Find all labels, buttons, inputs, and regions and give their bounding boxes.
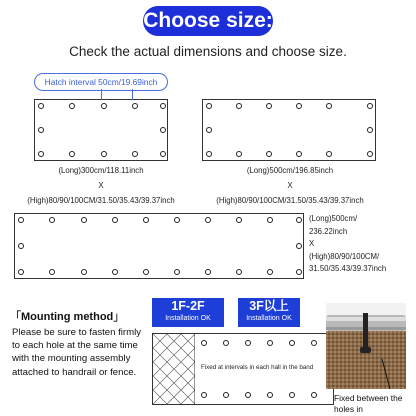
grommet-hole — [49, 269, 55, 275]
grommet-hole — [18, 217, 24, 223]
band-hole — [267, 340, 273, 346]
mounting-photo — [326, 303, 406, 389]
grommet-hole — [18, 243, 24, 249]
badge-1f-2f — [152, 298, 224, 327]
grommet-hole — [236, 269, 242, 275]
grommet-hole — [206, 103, 212, 109]
band-hole — [289, 340, 295, 346]
grommet-hole — [326, 151, 332, 157]
grommet-hole — [38, 103, 44, 109]
size-500-x: X — [287, 181, 293, 190]
size-300-long: (Long)300cm/118.11inch — [58, 166, 144, 175]
page-title: Choose size: — [143, 6, 273, 36]
band-hole — [245, 340, 251, 346]
panel-300cm — [34, 99, 168, 161]
panel-600cm — [14, 213, 304, 279]
grommet-hole — [296, 269, 302, 275]
band-hole — [289, 392, 295, 398]
grommet-hole — [296, 151, 302, 157]
band-hole — [201, 340, 207, 346]
grommet-hole — [143, 217, 149, 223]
band-hole — [311, 392, 317, 398]
grommet-hole — [205, 269, 211, 275]
band-hole — [311, 340, 317, 346]
band-hole — [201, 392, 207, 398]
mounting-description: Please be sure to fasten firmly to each hole at the same time with the mounting assembly attached to handrail or fence. — [12, 327, 142, 378]
badge-3f-title: 3F以上 — [249, 299, 289, 313]
grommet-hole — [267, 217, 273, 223]
grommet-hole — [174, 217, 180, 223]
grommet-hole — [206, 151, 212, 157]
grommet-hole — [69, 151, 75, 157]
size-600-long-2: 236.22inch — [309, 226, 348, 236]
grommet-hole — [296, 243, 302, 249]
size-300-high: (High)80/90/100CM/31.50/35.43/39.37inch — [27, 196, 175, 205]
badge-3f — [238, 298, 300, 327]
grommet-hole — [112, 269, 118, 275]
grommet-hole — [296, 103, 302, 109]
grommet-hole — [160, 127, 166, 133]
page-subtitle: Check the actual dimensions and choose size. — [69, 44, 347, 59]
hatch-interval-badge: Hatch interval 50cm/19.69inch — [34, 73, 168, 91]
grommet-hole — [143, 269, 149, 275]
grommet-hole — [205, 217, 211, 223]
band-caption: Fixed at intervals in each hall in the band — [201, 364, 314, 371]
grommet-hole — [266, 151, 272, 157]
mounting-photo-art — [326, 303, 406, 389]
grommet-hole — [38, 151, 44, 157]
grommet-hole — [266, 103, 272, 109]
grommet-hole — [81, 217, 87, 223]
badge-1f-2f-title: 1F-2F — [171, 299, 205, 313]
band-hole — [223, 392, 229, 398]
band-hole — [267, 392, 273, 398]
size-600-long-1: (Long)500cm/ — [309, 214, 358, 223]
grommet-hole — [81, 269, 87, 275]
photo-caption-line-1: Fixed between the — [334, 393, 403, 403]
grommet-hole — [326, 103, 332, 109]
grommet-hole — [18, 269, 24, 275]
grommet-hole — [160, 103, 166, 109]
grommet-hole — [367, 151, 373, 157]
size-500-text — [200, 165, 380, 206]
size-300-x: X — [98, 181, 104, 190]
panel-500cm — [202, 99, 376, 161]
grommet-hole — [236, 151, 242, 157]
mesh-illustration — [153, 334, 195, 404]
grommet-hole — [160, 151, 166, 157]
grommet-hole — [296, 217, 302, 223]
badge-1f-2f-sub: Installation OK — [165, 315, 211, 322]
grommet-hole — [236, 103, 242, 109]
grommet-hole — [38, 127, 44, 133]
photo-caption-line-2: holes in — [334, 404, 363, 414]
grommet-hole — [132, 103, 138, 109]
grommet-hole — [132, 151, 138, 157]
size-600-high-2: 31.50/35.43/39.37inch — [309, 264, 387, 274]
grommet-hole — [206, 127, 212, 133]
grommet-hole — [112, 217, 118, 223]
mounting-title: 「Mounting method」 — [10, 311, 125, 323]
size-300-text — [6, 165, 196, 206]
grommet-hole — [101, 151, 107, 157]
grommet-hole — [367, 127, 373, 133]
size-600-x: X — [309, 239, 315, 249]
grommet-hole — [101, 103, 107, 109]
photo-caption — [334, 393, 414, 415]
mounting-band — [152, 333, 334, 405]
grommet-hole — [174, 269, 180, 275]
size-500-high: (High)80/90/100CM/31.50/35.43/39.37inch — [216, 196, 364, 205]
grommet-hole — [236, 217, 242, 223]
band-hole — [223, 340, 229, 346]
size-500-long: (Long)500cm/196.85inch — [246, 166, 334, 175]
grommet-hole — [367, 103, 373, 109]
hatch-marker — [132, 89, 133, 100]
hatch-marker — [101, 89, 102, 100]
grommet-hole — [69, 103, 75, 109]
badge-3f-sub: Installation OK — [246, 315, 292, 322]
size-600-text — [309, 213, 413, 276]
size-600-high-1: (High)80/90/100CM/ — [309, 251, 380, 261]
grommet-hole — [267, 269, 273, 275]
grommet-hole — [49, 217, 55, 223]
band-hole — [245, 392, 251, 398]
